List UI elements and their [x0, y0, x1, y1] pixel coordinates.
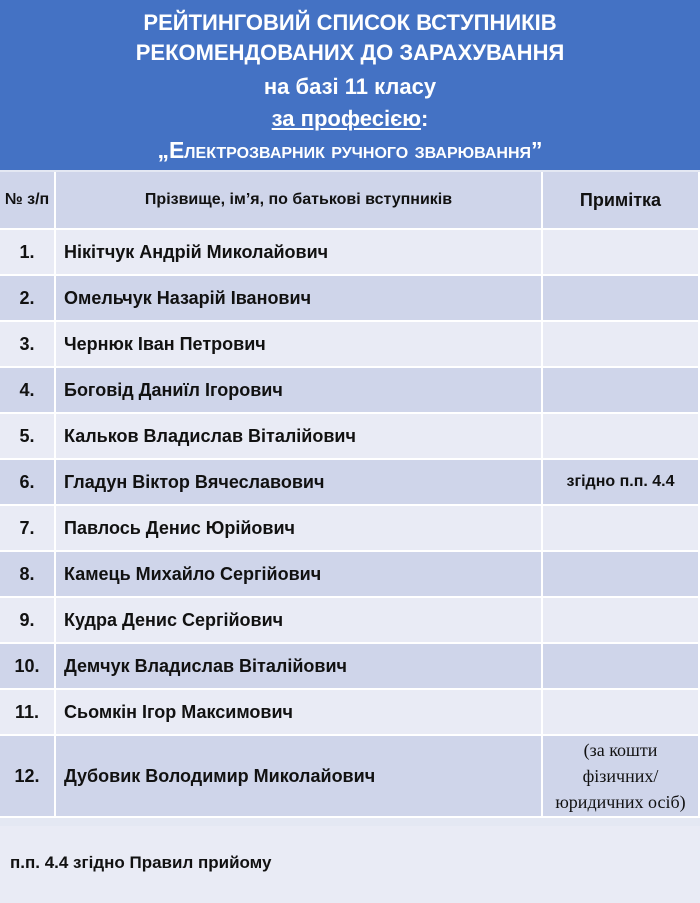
row-number: 10.	[0, 644, 56, 690]
applicant-name: Гладун Віктор Вячеславович	[56, 460, 543, 506]
table-row	[0, 736, 700, 818]
row-note	[543, 322, 700, 368]
applicant-name: Кальков Владислав Віталійович	[56, 414, 543, 460]
applicant-name: Омельчук Назарій Іванович	[56, 276, 543, 322]
applicant-name: Чернюк Іван Петрович	[56, 322, 543, 368]
row-note	[543, 644, 700, 690]
row-number: 6.	[0, 460, 56, 506]
applicant-name: Демчук Владислав Віталійович	[56, 644, 543, 690]
row-note	[543, 230, 700, 276]
row-number: 2.	[0, 276, 56, 322]
row-note	[543, 506, 700, 552]
table-row	[0, 598, 700, 644]
table-row	[0, 276, 700, 322]
profession-label-underlined: за професією	[271, 106, 422, 131]
footnote-bar	[0, 826, 700, 903]
table-row	[0, 368, 700, 414]
subtitle-profession-label	[0, 106, 700, 132]
table-row	[0, 506, 700, 552]
row-number: 11.	[0, 690, 56, 736]
row-note	[543, 552, 700, 598]
applicants-table	[0, 172, 700, 818]
row-note: згідно п.п. 4.4	[543, 460, 700, 506]
row-number: 3.	[0, 322, 56, 368]
applicant-name: Дубовик Володимир Миколайович	[56, 736, 543, 818]
row-note	[543, 368, 700, 414]
title-line-2: РЕКОМЕНДОВАНИХ ДО ЗАРАХУВАННЯ	[135, 40, 565, 65]
table-row	[0, 460, 700, 506]
row-note	[543, 598, 700, 644]
title-line-1: РЕЙТИНГОВИЙ СПИСОК ВСТУПНИКІВ	[143, 10, 557, 35]
row-note: (за кошти фізичних/юридичних осіб)	[543, 736, 700, 818]
table-row	[0, 644, 700, 690]
row-number: 8.	[0, 552, 56, 598]
row-number: 4.	[0, 368, 56, 414]
table-row	[0, 414, 700, 460]
table-row	[0, 690, 700, 736]
applicant-name: Сьомкін Ігор Максимович	[56, 690, 543, 736]
applicant-name: Кудра Денис Сергійович	[56, 598, 543, 644]
column-header-name: Прізвище, ім’я, по батькові вступників	[56, 172, 543, 230]
table-row	[0, 552, 700, 598]
row-number: 12.	[0, 736, 56, 818]
row-number: 7.	[0, 506, 56, 552]
subtitle-base: на базі 11 класу	[263, 74, 437, 99]
applicant-name: Боговід Даниїл Ігорович	[56, 368, 543, 414]
applicant-name: Нікітчук Андрій Миколайович	[56, 230, 543, 276]
applicant-name: Камець Михайло Сергійович	[56, 552, 543, 598]
column-header-number: № з/п	[0, 172, 56, 230]
profession-label-colon: :	[421, 106, 429, 131]
table-row	[0, 230, 700, 276]
header-banner	[0, 0, 700, 170]
applicant-name: Павлось Денис Юрійович	[56, 506, 543, 552]
row-number: 1.	[0, 230, 56, 276]
row-number: 5.	[0, 414, 56, 460]
row-note	[543, 414, 700, 460]
row-note	[543, 690, 700, 736]
column-header-note: Примітка	[543, 172, 700, 230]
table-row	[0, 322, 700, 368]
table-header-row	[0, 172, 700, 230]
row-note	[543, 276, 700, 322]
profession-name: „Електрозварник ручного зварювання”	[157, 137, 543, 163]
footnote-text: п.п. 4.4 згідно Правил прийому	[10, 853, 272, 872]
row-number: 9.	[0, 598, 56, 644]
